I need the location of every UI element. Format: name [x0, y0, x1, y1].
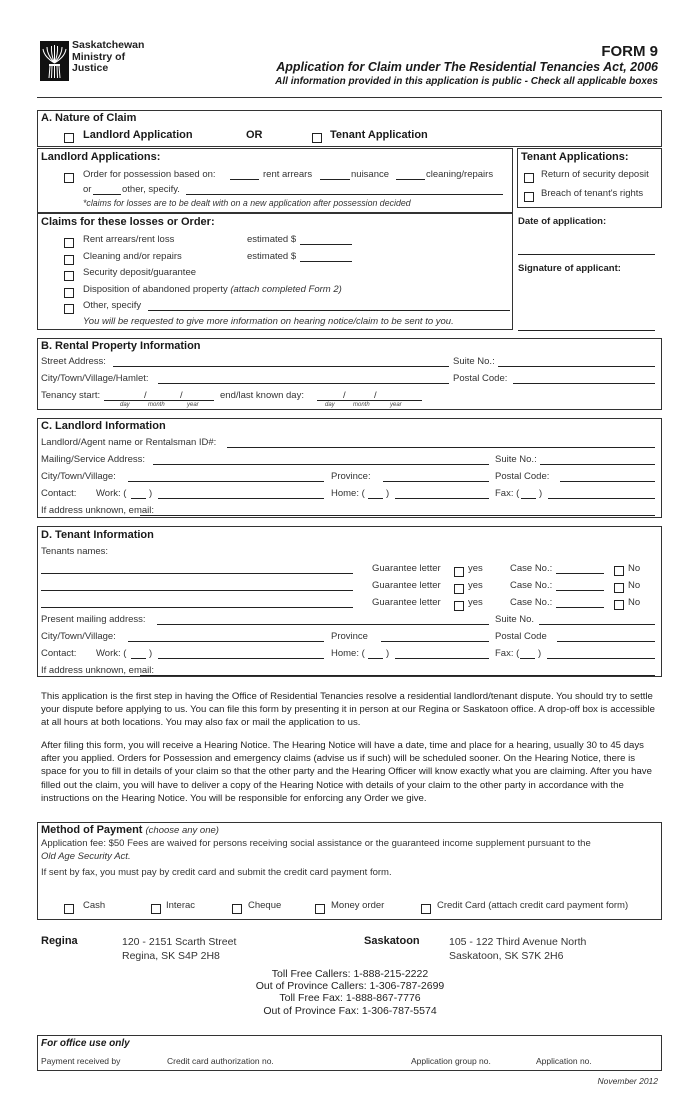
cash-checkbox[interactable]: [64, 900, 74, 918]
form-subtitle: All information provided in this application is public - Check all applicable boxes: [275, 76, 658, 87]
tenant-province-label: Province: [331, 631, 368, 642]
landlord-mailing-label: Mailing/Service Address:: [41, 454, 146, 465]
tenant-postal-field[interactable]: [557, 641, 655, 642]
landlord-work-label: Work: (: [96, 488, 127, 499]
section-a-heading: A. Nature of Claim: [41, 112, 137, 124]
tenant-province-field[interactable]: [381, 641, 489, 642]
landlord-fax-area-code[interactable]: [521, 498, 536, 499]
landlord-email-label: If address unknown, email:: [41, 505, 155, 516]
tenant-name-field-3[interactable]: [41, 607, 353, 608]
suite-label: Suite No.:: [453, 356, 495, 367]
street-address-field[interactable]: [113, 366, 449, 367]
case-no-label: Case No.:: [510, 597, 553, 608]
tenant-contact-label: Contact:: [41, 648, 77, 659]
application-no-label: Application no.: [536, 1056, 592, 1066]
possession-note: *claims for losses are to be dealt with on a new application after possession decided: [83, 198, 411, 208]
security-deposit-claim-checkbox[interactable]: [64, 267, 74, 285]
payment-received-by-label: Payment received by: [41, 1056, 121, 1066]
credit-card-checkbox[interactable]: [421, 900, 431, 918]
tenant-mailing-field[interactable]: [157, 624, 489, 625]
tenant-work-phone[interactable]: [158, 658, 324, 659]
interac-checkbox[interactable]: [151, 900, 161, 918]
guarantee-yes-checkbox-3[interactable]: [454, 597, 464, 615]
no-label: No: [628, 563, 641, 574]
tenancy-start-field[interactable]: [104, 400, 214, 401]
header-divider: [37, 97, 662, 98]
landlord-mailing-field[interactable]: [153, 464, 489, 465]
landlord-name-field[interactable]: [227, 447, 655, 448]
paren: ): [386, 488, 390, 499]
landlord-applications-heading: Landlord Applications:: [41, 151, 161, 163]
date-of-application-label: Date of application:: [518, 216, 607, 227]
landlord-fax-label: Fax: (: [495, 488, 520, 499]
landlord-name-label: Landlord/Agent name or Rentalsman ID#:: [41, 437, 217, 448]
section-c-landlord-info: [37, 418, 662, 518]
cheque-checkbox[interactable]: [232, 900, 242, 918]
ministry-name-line2: Ministry of: [72, 50, 126, 63]
paren: ): [386, 648, 390, 659]
month-hint: month: [353, 402, 370, 408]
or-other-label: or: [83, 184, 92, 195]
guarantee-letter-label: Guarantee letter: [372, 563, 441, 574]
landlord-province-field[interactable]: [383, 481, 489, 482]
breach-rights-label: Breach of tenant's rights: [541, 188, 644, 199]
tenant-email-label: If address unknown, email:: [41, 665, 155, 676]
city-field[interactable]: [158, 383, 449, 384]
tenant-email-field[interactable]: [140, 675, 655, 676]
rent-arrears-claim-label: Rent arrears/rent loss: [83, 234, 175, 245]
regina-address-line2: Regina, SK S4P 2H8: [122, 950, 220, 962]
toll-free-callers: Toll Free Callers: 1-888-215-2222: [271, 968, 429, 980]
guarantee-yes-checkbox-2[interactable]: [454, 580, 464, 598]
tenant-application-checkbox[interactable]: [312, 129, 322, 147]
money-order-checkbox[interactable]: [315, 900, 325, 918]
tenant-application-label: Tenant Application: [330, 129, 428, 141]
info-paragraph-2: After filing this form, you will receive a Hearing Notice. The Hearing Notice will have a date, time and place for a hearing, usually 30 to 45 days after you applied. Orders for Possession and emergency claims (advise us if such) will be scheduled sooner. On the Hearing Notice, there is space for you to fill in details of your claim so that the other party and the Hearing Officer will know exactly what you are claiming. After you have filled out the claim, you will have to deliver a copy of the Hearing Notice with details of your claim to the other party in accordance with the instructions on the Hearing Notice. You will be responsible for enforcing any Order we give.: [41, 740, 652, 804]
case-no-field-1[interactable]: [556, 573, 604, 574]
tenant-city-label: City/Town/Village:: [41, 631, 116, 642]
other-specify-field[interactable]: [186, 194, 503, 195]
cleaning-repairs-blank[interactable]: [396, 179, 425, 180]
signature-field[interactable]: [518, 330, 655, 331]
no-label: No: [628, 597, 641, 608]
application-group-no-label: Application group no.: [411, 1056, 491, 1066]
credit-card-label: Credit Card (attach credit card payment form): [437, 900, 629, 911]
paren: ): [539, 488, 543, 499]
yes-label: yes: [468, 563, 483, 574]
tenant-fax-area-code[interactable]: [520, 658, 535, 659]
landlord-fax-number[interactable]: [548, 498, 655, 499]
year-hint: year: [187, 402, 199, 408]
date-separator: /: [374, 390, 377, 401]
end-day-field[interactable]: [317, 400, 422, 401]
rent-arrears-blank[interactable]: [230, 179, 259, 180]
date-of-application-field[interactable]: [518, 254, 655, 255]
claims-heading: Claims for these losses or Order:: [41, 216, 215, 228]
postal-code-label: Postal Code:: [453, 373, 508, 384]
case-no-field-3[interactable]: [556, 607, 604, 608]
return-deposit-label: Return of security deposit: [541, 169, 649, 180]
order-possession-checkbox[interactable]: [64, 169, 74, 187]
guarantee-letter-label: Guarantee letter: [372, 597, 441, 608]
nuisance-blank[interactable]: [320, 179, 350, 180]
landlord-application-checkbox[interactable]: [64, 129, 74, 147]
tenant-home-phone[interactable]: [395, 658, 489, 659]
cleaning-estimated-label: estimated $: [247, 251, 297, 262]
office-use-heading: For office use only: [41, 1038, 130, 1049]
form-title: Application for Claim under The Residential Tenancies Act, 2006: [276, 60, 658, 74]
case-no-field-2[interactable]: [556, 590, 604, 591]
month-hint: month: [148, 402, 165, 408]
tenant-postal-label: Postal Code: [495, 631, 547, 642]
phone-list: [0, 968, 700, 1017]
landlord-home-area-code[interactable]: [368, 498, 383, 499]
case-no-label: Case No.:: [510, 580, 553, 591]
landlord-city-field[interactable]: [128, 481, 324, 482]
tenant-home-area-code[interactable]: [368, 658, 383, 659]
security-deposit-claim-label: Security deposit/guarantee: [83, 267, 197, 278]
cash-label: Cash: [83, 900, 106, 911]
end-day-label: end/last known day:: [220, 390, 304, 401]
year-hint: year: [390, 402, 402, 408]
paren: ): [149, 648, 153, 659]
landlord-postal-label: Postal Code:: [495, 471, 550, 482]
section-b-heading: B. Rental Property Information: [41, 340, 201, 352]
section-c-heading: C. Landlord Information: [41, 420, 166, 432]
tenant-suite-field[interactable]: [539, 624, 655, 625]
other-specify-label: other, specify.: [122, 184, 180, 195]
paren: ): [149, 488, 153, 499]
tenant-name-field-2[interactable]: [41, 590, 353, 591]
day-hint: day: [120, 402, 130, 408]
rent-arrears-claim-checkbox[interactable]: [64, 234, 74, 252]
ministry-name-line3: Justice: [72, 62, 109, 74]
section-d-heading: D. Tenant Information: [41, 529, 154, 541]
ministry-name-line1: Saskatchewan: [72, 39, 145, 51]
out-of-province-callers: Out of Province Callers: 1-306-787-2699: [255, 980, 445, 993]
date-separator: /: [144, 390, 147, 401]
wheat-sheaf-icon: [40, 41, 69, 81]
payment-fee-text: Application fee: $50 Fees are waived for persons receiving social assistance or the guaranteed income supplement pursuant to the: [41, 838, 591, 849]
landlord-contact-label: Contact:: [41, 488, 77, 499]
payment-heading: Method of Payment (choose any one): [41, 824, 219, 836]
tenant-suite-label: Suite No.: [495, 614, 535, 625]
regina-office-name: Regina: [41, 935, 78, 947]
guarantee-letter-label: Guarantee letter: [372, 580, 441, 591]
landlord-city-label: City/Town/Village:: [41, 471, 116, 482]
interac-label: Interac: [166, 900, 196, 911]
landlord-work-area-code[interactable]: [131, 498, 146, 499]
landlord-suite-field[interactable]: [540, 464, 655, 465]
tenant-fax-label: Fax: (: [495, 648, 520, 659]
landlord-application-label: Landlord Application: [83, 129, 193, 141]
guarantee-yes-checkbox-1[interactable]: [454, 563, 464, 581]
payment-fax-note: If sent by fax, you must pay by credit card and submit the credit card payment form.: [41, 867, 392, 878]
saskatoon-address-line2: Saskatoon, SK S7K 2H6: [449, 950, 564, 962]
no-checkbox-1[interactable]: [614, 562, 624, 580]
tenant-work-area-code[interactable]: [131, 658, 146, 659]
order-possession-label: Order for possession based on:: [83, 169, 216, 180]
other-claim-checkbox[interactable]: [64, 300, 74, 318]
tenant-fax-number[interactable]: [547, 658, 655, 659]
landlord-postal-field[interactable]: [560, 481, 655, 482]
abandoned-property-label: Disposition of abandoned property (attach completed Form 2): [83, 284, 342, 295]
money-order-label: Money order: [331, 900, 385, 911]
tenant-city-field[interactable]: [128, 641, 324, 642]
yes-label: yes: [468, 597, 483, 608]
return-deposit-checkbox[interactable]: [524, 169, 534, 187]
rent-estimated-field[interactable]: [300, 244, 352, 245]
yes-label: yes: [468, 580, 483, 591]
tenant-work-label: Work: (: [96, 648, 127, 659]
landlord-email-field[interactable]: [140, 515, 655, 516]
tenant-home-label: Home: (: [331, 648, 365, 659]
other-claim-label: Other, specify: [83, 300, 142, 311]
form-revision-date: November 2012: [597, 1076, 658, 1086]
tenant-names-label: Tenants names:: [41, 546, 109, 557]
saskatoon-address: [449, 935, 586, 963]
landlord-home-label: Home: (: [331, 488, 365, 499]
other-claim-field[interactable]: [148, 310, 510, 311]
tenant-mailing-label: Present mailing address:: [41, 614, 146, 625]
regina-address-line1: 120 - 2151 Scarth Street: [122, 936, 237, 948]
cleaning-estimated-field[interactable]: [300, 261, 352, 262]
landlord-work-phone[interactable]: [158, 498, 324, 499]
rent-estimated-label: estimated $: [247, 234, 297, 245]
street-address-label: Street Address:: [41, 356, 106, 367]
no-checkbox-3[interactable]: [614, 596, 624, 614]
claims-footer-note: You will be requested to give more information on hearing notice/claim to be sent to you.: [83, 316, 454, 327]
info-paragraph-1: This application is the first step in having the Office of Residential Tenancies resolve a residential landlord/tenant dispute. You should try to settle your dispute before applying to us. You can file this form by presenting it in person at our Regina or Saskatoon office. A drop-off box is accessible at all hours at both locations. You may also fax or mail the application to us.: [41, 691, 656, 729]
city-label: City/Town/Village/Hamlet:: [41, 373, 149, 384]
tenancy-start-label: Tenancy start:: [41, 390, 101, 401]
cheque-label: Cheque: [248, 900, 282, 911]
suite-field[interactable]: [498, 366, 655, 367]
other-blank[interactable]: [93, 194, 121, 195]
rent-arrears-label: rent arrears: [263, 169, 313, 180]
cleaning-repairs-label: cleaning/repairs: [426, 169, 494, 180]
no-label: No: [628, 580, 641, 591]
tenant-name-field-1[interactable]: [41, 573, 353, 574]
paren: ): [538, 648, 542, 659]
landlord-suite-label: Suite No.:: [495, 454, 537, 465]
landlord-home-phone[interactable]: [395, 498, 489, 499]
ministry-logo: [40, 41, 69, 81]
regina-address: [122, 935, 236, 963]
saskatoon-office-name: Saskatoon: [364, 935, 420, 947]
date-separator: /: [180, 390, 183, 401]
nuisance-label: nuisance: [351, 169, 390, 180]
breach-rights-checkbox[interactable]: [524, 188, 534, 206]
landlord-province-label: Province:: [331, 471, 371, 482]
postal-code-field[interactable]: [513, 383, 655, 384]
date-separator: /: [343, 390, 346, 401]
case-no-label: Case No.:: [510, 563, 553, 574]
signature-label: Signature of applicant:: [518, 263, 621, 274]
day-hint: day: [325, 402, 335, 408]
saskatoon-address-line1: 105 - 122 Third Avenue North: [449, 936, 587, 948]
cleaning-claim-label: Cleaning and/or repairs: [83, 251, 182, 262]
or-label: OR: [246, 129, 263, 141]
payment-fee-act: Old Age Security Act.: [41, 851, 131, 862]
toll-free-fax: Toll Free Fax: 1-888-867-7776: [279, 992, 421, 1005]
tenant-applications-heading: Tenant Applications:: [521, 151, 629, 163]
credit-card-authorization-label: Credit card authorization no.: [167, 1056, 274, 1066]
no-checkbox-2[interactable]: [614, 579, 624, 597]
form-number: FORM 9: [601, 43, 658, 60]
out-of-province-fax: Out of Province Fax: 1-306-787-5574: [263, 1004, 437, 1017]
